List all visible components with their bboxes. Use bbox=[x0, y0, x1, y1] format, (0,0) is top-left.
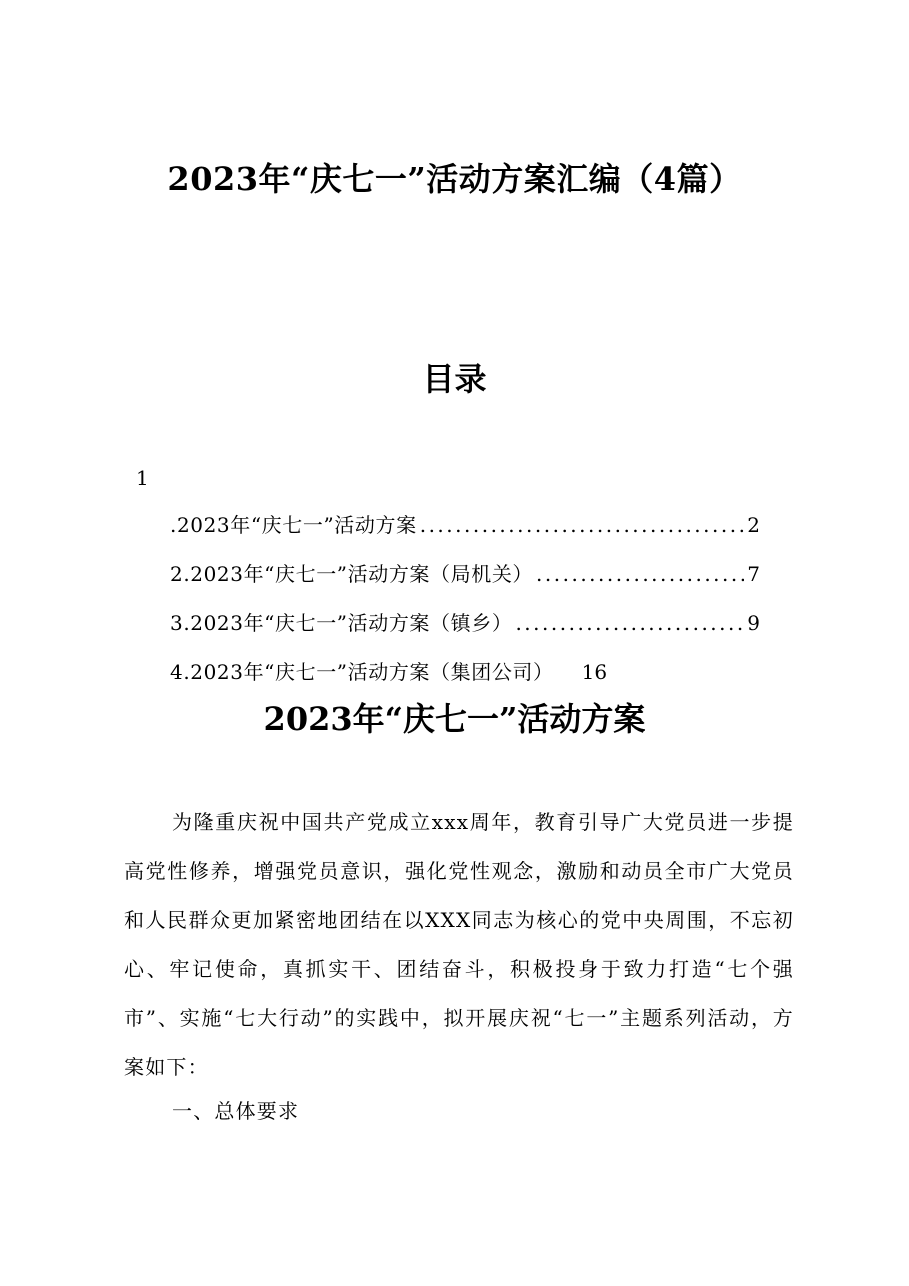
toc-stray-number: 1 bbox=[136, 466, 149, 490]
toc-dot-leader bbox=[536, 559, 744, 589]
intro-paragraph: 为隆重庆祝中国共产党成立xxx周年，教育引导广大党员进一步提高党性修养，增强党员意识，强化党性观念，激励和动员全市广大党员和人民群众更加紧密地团结在以XXX同志为核心的党中央周围，不忘初心、牢记使命，真抓实干、团结奋斗，积极投身于致力打造“七个强市”、实施“七大行动”的实践中，拟开展庆祝“七一”主题系列活动，方案如下： bbox=[124, 810, 794, 1079]
toc-entry-3[interactable] bbox=[170, 608, 760, 657]
toc-page-number: 7 bbox=[747, 562, 760, 586]
toc-entry-title: .2023年“庆七一”活动方案 bbox=[170, 513, 417, 537]
toc-dot-leader bbox=[420, 510, 745, 540]
toc-entry-1[interactable] bbox=[170, 510, 760, 559]
toc-dot-leader bbox=[515, 608, 744, 638]
document-title: 2023年“庆七一”活动方案汇编（4篇） bbox=[167, 160, 742, 198]
toc-entry-4[interactable] bbox=[170, 657, 760, 706]
table-of-contents bbox=[170, 510, 760, 706]
toc-page-number: 9 bbox=[747, 611, 760, 635]
toc-entry-title: 2.2023年“庆七一”活动方案（局机关） bbox=[170, 562, 534, 586]
toc-entry-title: 4.2023年“庆七一”活动方案（集团公司） bbox=[170, 660, 554, 684]
toc-page-number: 16 bbox=[581, 660, 608, 684]
toc-entry-2[interactable] bbox=[170, 559, 760, 608]
section-title: 2023年“庆七一”活动方案 bbox=[263, 700, 646, 738]
section-subheading: 一、总体要求 bbox=[172, 1099, 300, 1123]
toc-page-number: 2 bbox=[747, 513, 760, 537]
toc-entry-title: 3.2023年“庆七一”活动方案（镇乡） bbox=[170, 611, 513, 635]
toc-heading: 目录 bbox=[422, 360, 487, 398]
